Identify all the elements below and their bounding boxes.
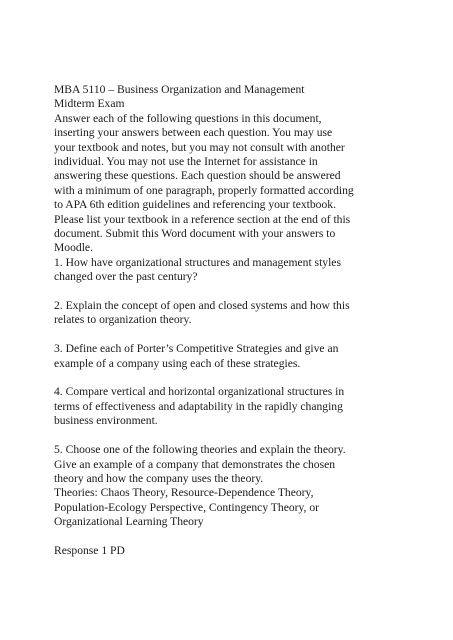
instructions-line: answering these questions. Each question should be answered (54, 169, 341, 183)
paragraph-gap (54, 530, 414, 544)
instructions-line: Moodle. (54, 241, 93, 255)
document-body (54, 83, 414, 558)
question-2-line: relates to organization theory. (54, 313, 192, 327)
theories-line: Population-Ecology Perspective, Contingency Theory, or (54, 500, 319, 514)
instructions-line: to APA 6th edition guidelines and referencing your textbook. (54, 198, 336, 212)
question-3-line: 3. Define each of Porter’s Competitive Strategies and give an (54, 342, 339, 356)
response-heading: Response 1 PD (54, 543, 125, 557)
theories-line: Organizational Learning Theory (54, 515, 204, 529)
exam-title: Midterm Exam (54, 97, 125, 111)
instructions-line: your textbook and notes, but you may not consult with another (54, 140, 345, 154)
question-5-line: 5. Choose one of the following theories and explain the theory. (54, 443, 346, 457)
paragraph-gap (54, 285, 414, 299)
question-4-line: terms of effectiveness and adaptability in the rapidly changing (54, 399, 343, 413)
question-4-line: 4. Compare vertical and horizontal organizational structures in (54, 385, 345, 399)
question-1-line: changed over the past century? (54, 270, 198, 284)
paragraph-gap (54, 371, 414, 385)
question-3-line: example of a company using each of these strategies. (54, 356, 301, 370)
question-5-line: theory and how the company uses the theory. (54, 471, 264, 485)
instructions-line: individual. You may not use the Internet for assistance in (54, 155, 318, 169)
theories-line: Theories: Chaos Theory, Resource-Dependence Theory, (54, 486, 314, 500)
instructions-line: document. Submit this Word document with your answers to (54, 227, 336, 241)
paragraph-gap (54, 328, 414, 342)
instructions-line: inserting your answers between each question. You may use (54, 126, 333, 140)
question-1-line: 1. How have organizational structures and management styles (54, 255, 341, 269)
instructions-line: Please list your textbook in a reference section at the end of this (54, 212, 351, 226)
instructions-line: with a minimum of one paragraph, properly formatted according (54, 183, 354, 197)
paragraph-gap (54, 429, 414, 443)
course-title: MBA 5110 – Business Organization and Management (54, 83, 305, 96)
instructions-line: Answer each of the following questions in this document, (54, 111, 322, 125)
question-2-line: 2. Explain the concept of open and closed systems and how this (54, 299, 350, 313)
question-5-line: Give an example of a company that demonstrates the chosen (54, 457, 336, 471)
question-4-line: business environment. (54, 414, 158, 428)
